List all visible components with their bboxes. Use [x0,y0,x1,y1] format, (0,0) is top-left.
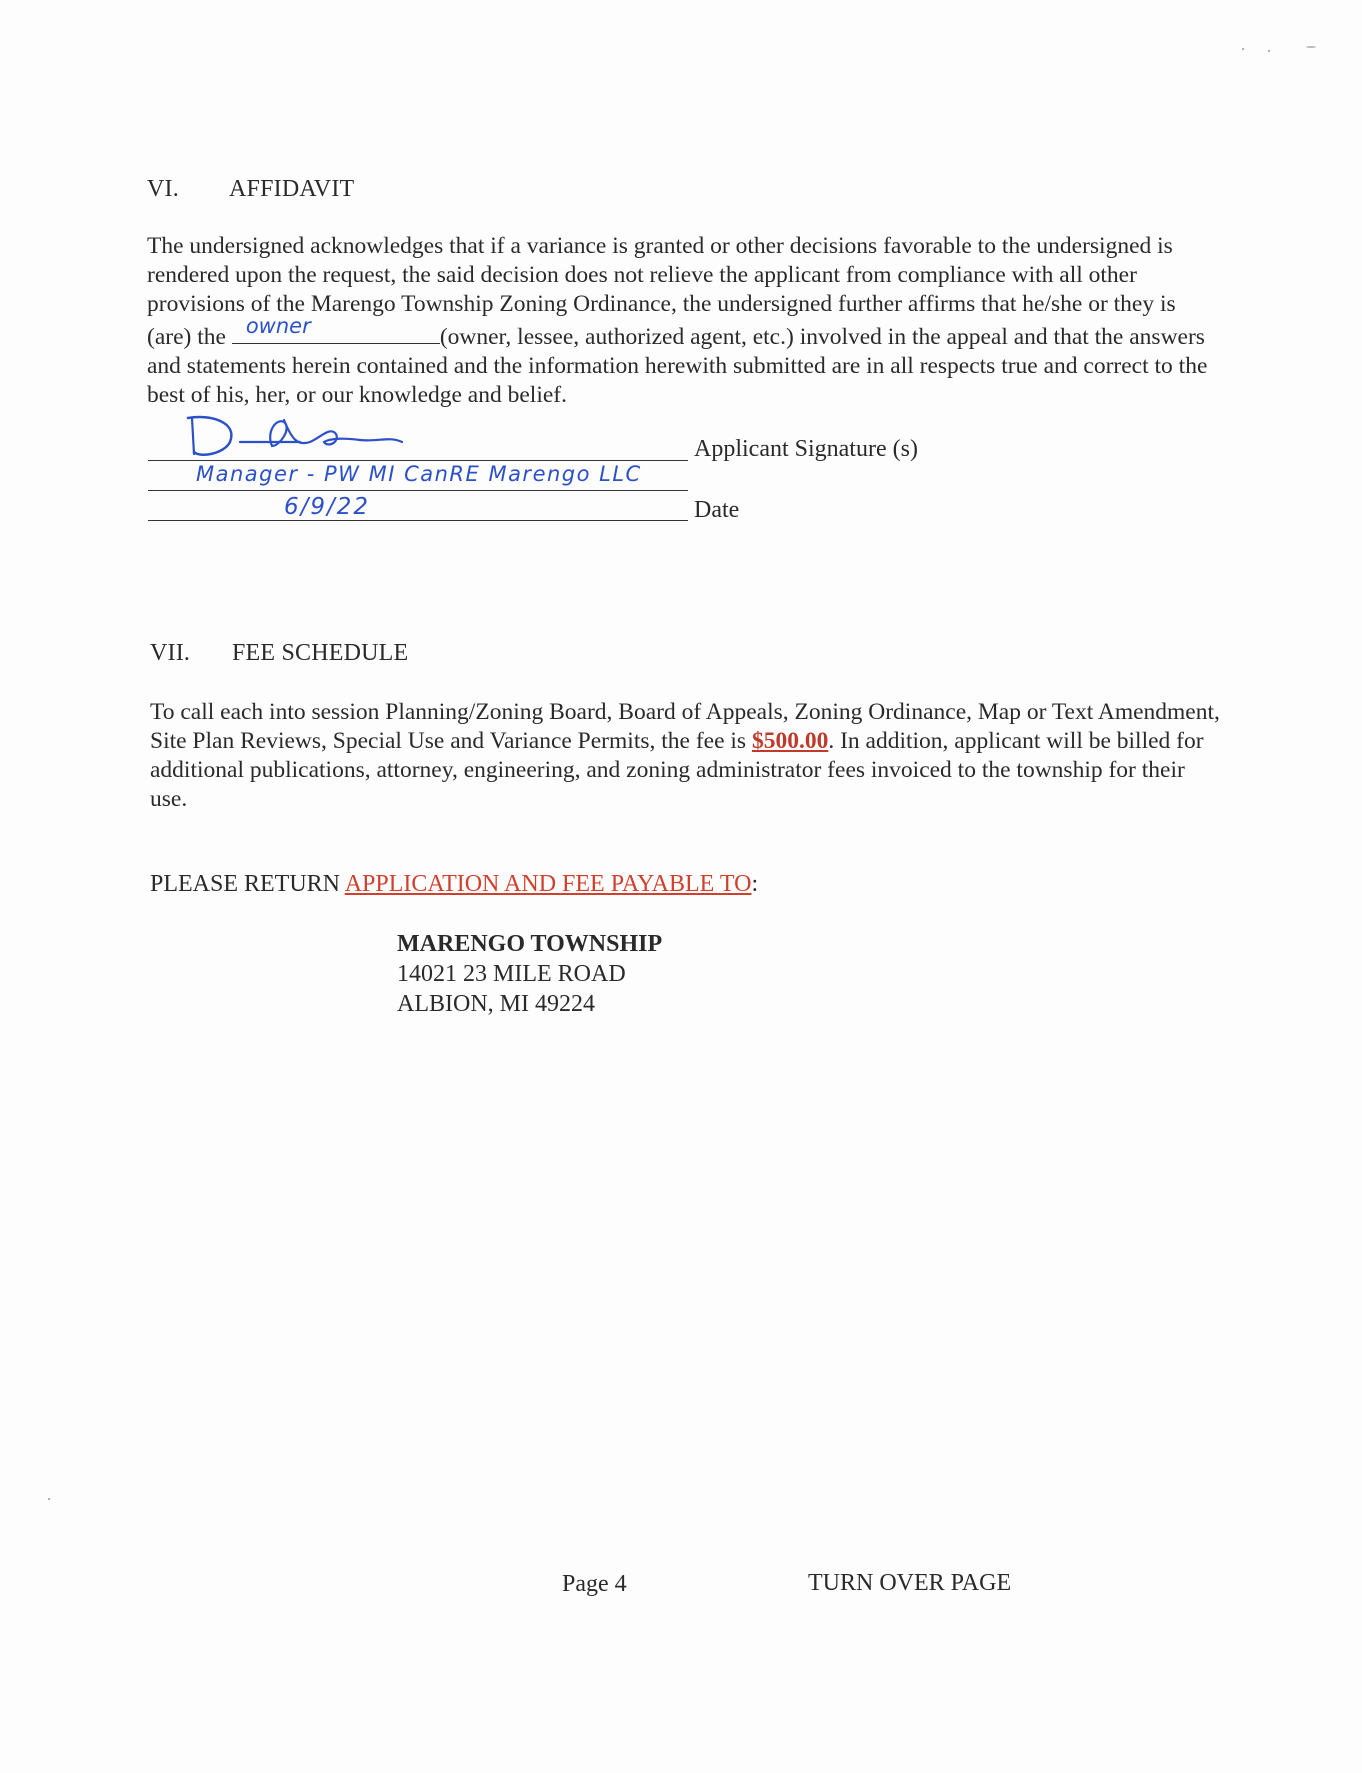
affidavit-title: AFFIDAVIT [229,176,355,202]
fee-amount: $500.00 [751,728,829,754]
affidavit-number: VI. [147,176,179,202]
handwritten-signature [180,412,440,464]
affidavit-line: rendered upon the request, the said decision does not relieve the applicant from compliance with all other [147,262,1137,288]
township-name: MARENGO TOWNSHIP [397,931,663,957]
signer-title-handwritten: Manager - PW MI CanRE Marengo LLC [196,462,642,486]
affidavit-line: provisions of the Marengo Township Zoning Ordinance, the undersigned further affirms that he/she or they is [147,291,1176,317]
affidavit-line: best of his, her, or our knowledge and belief. [147,382,567,408]
fee-line: use. [150,786,188,812]
affidavit-line: and statements herein contained and the information herewith submitted are in all respects true and correct to the [147,353,1208,379]
city-state-zip: ALBION, MI 49224 [397,991,595,1017]
signature-line[interactable] [148,460,688,461]
scan-speck [1306,46,1316,48]
fee-schedule-number: VII. [150,640,191,666]
fee-line-amount: Site Plan Reviews, Special Use and Variance Permits, the fee is $500.00. In addition, applicant will be billed for [150,728,1204,754]
return-highlight: APPLICATION AND FEE PAYABLE TO [344,871,752,897]
fee-line: additional publications, attorney, engineering, and zoning administrator fees invoiced to the township for their [150,757,1185,783]
affidavit-paragraph [147,232,1297,410]
return-instructions: PLEASE RETURN APPLICATION AND FEE PAYABLE TO: [150,871,759,897]
affidavit-line-role: (are) the owner (owner, lessee, authorized agent, etc.) involved in the appeal and that the answers [147,314,1205,350]
street-address: 14021 23 MILE ROAD [397,961,626,987]
signature-label: Applicant Signature (s) [694,436,918,462]
affidavit-heading [147,176,354,203]
fee-paragraph [150,698,1310,814]
turn-over-note: TURN OVER PAGE [808,1570,1012,1596]
date-line[interactable] [148,520,688,521]
scan-speck [48,1498,50,1500]
role-handwritten: owner [245,314,311,338]
role-field[interactable] [232,314,440,344]
fee-schedule-heading [150,640,408,667]
signer-title-line[interactable] [148,490,688,491]
page-number: Page 4 [562,1571,627,1597]
fee-schedule-title: FEE SCHEDULE [232,640,409,666]
affidavit-line: The undersigned acknowledges that if a variance is granted or other decisions favorable to the undersigned is [147,233,1173,259]
return-address [397,929,662,1019]
fee-line: To call each into session Planning/Zoning Board, Board of Appeals, Zoning Ordinance, Map or Text Amendment, [150,699,1220,725]
date-label: Date [694,497,740,523]
scan-speck [1268,50,1270,52]
scan-speck [1242,48,1244,50]
return-prefix: PLEASE RETURN [150,871,341,897]
date-handwritten: 6/9/22 [284,494,371,520]
